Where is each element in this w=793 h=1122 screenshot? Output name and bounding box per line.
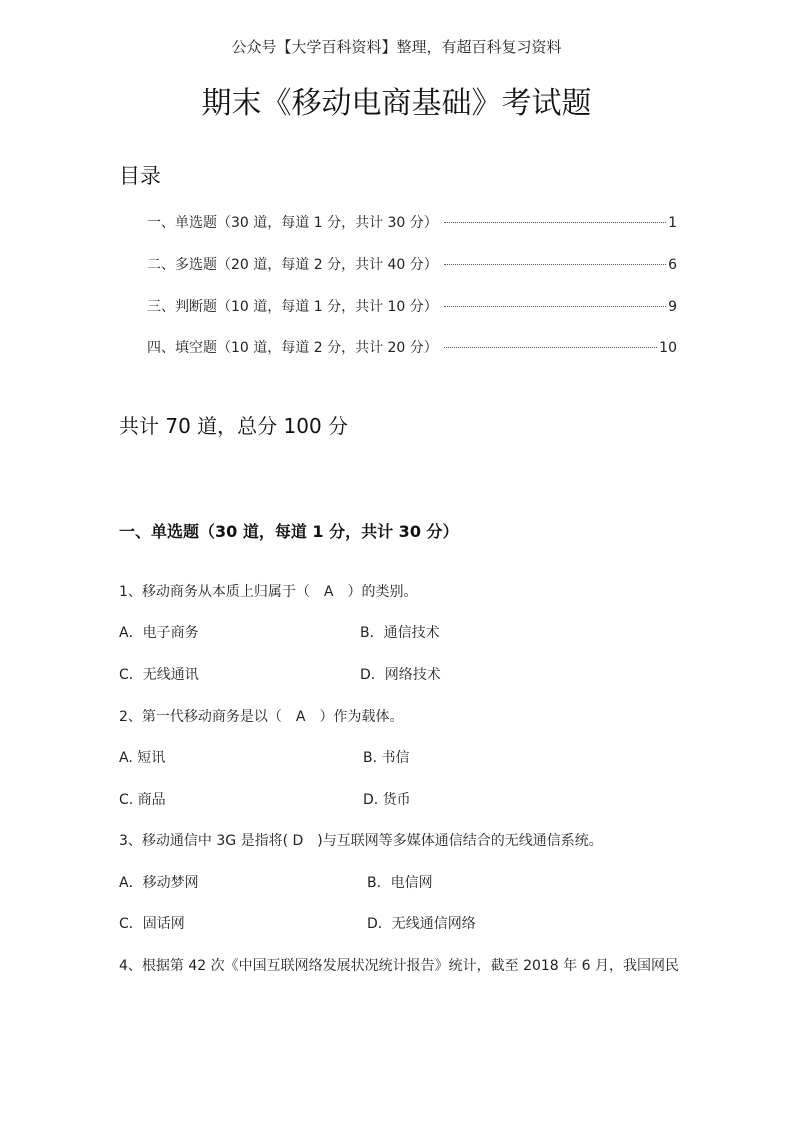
document-title: 期末《移动电商基础》考试题 [201,86,592,121]
option-d: D．网络技术 [360,667,441,683]
option-d: D．无线通信网络 [367,916,476,932]
toc-leader-dots [444,264,666,265]
option-b: B．通信技术 [360,625,440,641]
toc-leader-dots [444,306,666,307]
toc-item-label: 一、单选题（30 道，每道 1 分，共计 30 分） [147,215,438,231]
option-a: A．电子商务 [119,625,199,641]
toc-leader-dots [444,222,666,223]
question-text: 1、移动商务从本质上归属于（ A ）的类别。 [119,584,418,600]
option-c: C．固话网 [119,916,185,932]
section-heading-single-choice: 一、单选题（30 道，每道 1 分，共计 30 分） [119,522,459,541]
toc-item-page: 9 [668,299,677,315]
question-text: 4、根据第 42 次《中国互联网络发展状况统计报告》统计，截至 2018 年 6 月，我国网民 [119,958,679,974]
toc-item-page: 10 [659,340,677,356]
option-c: C. 商品 [119,792,166,808]
option-a: A. 短讯 [119,750,166,766]
question-text: 2、第一代移动商务是以（ A ）作为载体。 [119,709,404,725]
toc-leader-dots [444,347,657,348]
toc-item-single-choice[interactable] [147,212,677,232]
toc-heading: 目录 [119,164,161,188]
toc-item-label: 四、填空题（10 道，每道 2 分，共计 20 分） [147,340,438,356]
toc-item-label: 二、多选题（20 道，每道 2 分，共计 40 分） [147,257,438,273]
option-c: C．无线通讯 [119,667,199,683]
toc-item-label: 三、判断题（10 道，每道 1 分，共计 10 分） [147,299,438,315]
option-b: B. 书信 [363,750,410,766]
toc-item-page: 1 [668,215,677,231]
toc-item-page: 6 [668,257,677,273]
toc-item-true-false[interactable] [147,296,677,316]
toc-item-fill-blank[interactable] [147,337,677,357]
toc-item-multiple-choice[interactable] [147,254,677,274]
option-d: D. 货币 [363,792,411,808]
total-summary: 共计 70 道，总分 100 分 [119,414,349,438]
header-note: 公众号【大学百科资料】整理，有超百科复习资料 [231,38,562,56]
option-a: A．移动梦网 [119,875,199,891]
option-b: B．电信网 [367,875,433,891]
question-text: 3、移动通信中 3G 是指将( D )与互联网等多媒体通信结合的无线通信系统。 [119,833,603,849]
